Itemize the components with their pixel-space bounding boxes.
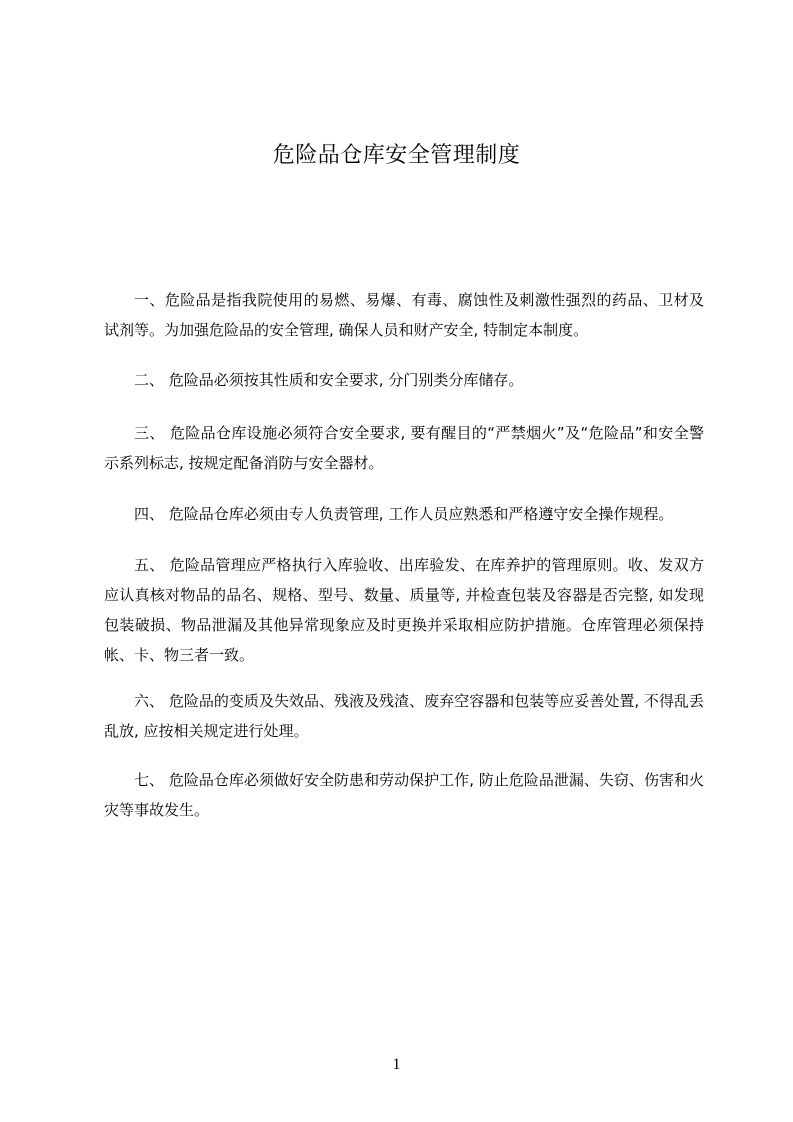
clause-number: 一、 bbox=[134, 291, 165, 309]
page-number: 1 bbox=[392, 1056, 401, 1073]
clause-5 bbox=[104, 550, 704, 670]
clause-number: 六、 bbox=[134, 692, 165, 710]
clause-6 bbox=[104, 686, 704, 746]
clause-7 bbox=[104, 765, 704, 825]
clause-number: 四、 bbox=[134, 505, 165, 523]
clause-1 bbox=[104, 285, 704, 345]
clause-number: 二、 bbox=[134, 371, 165, 389]
clause-text: 危险品仓库设施必须符合安全要求, 要有醒目的“严禁烟火”及“危险品”和安全警示系列标志, 按规定配备消防与安全器材。 bbox=[104, 424, 704, 472]
clause-4 bbox=[104, 499, 704, 529]
clause-number: 三、 bbox=[134, 424, 165, 442]
clause-text: 危险品必须按其性质和安全要求, 分门别类分库储存。 bbox=[164, 371, 524, 389]
clause-number: 五、 bbox=[134, 556, 165, 574]
clause-text: 危险品管理应严格执行入库验收、出库验发、在库养护的管理原则。收、发双方应认真核对物品的品名、规格、型号、数量、质量等, 并检查包装及容器是否完整, 如发现包装破损、物品泄漏及其他异常现象应及时更换并采取相应防护措施。仓库管理必须保持帐、卡、物三者一致。 bbox=[104, 556, 704, 664]
clause-number: 七、 bbox=[134, 771, 165, 789]
clause-2 bbox=[104, 365, 704, 395]
clause-text: 危险品仓库必须做好安全防患和劳动保护工作, 防止危险品泄漏、失窃、伤害和火灾等事故发生。 bbox=[104, 771, 704, 819]
clause-text: 危险品仓库必须由专人负责管理, 工作人员应熟悉和严格遵守安全操作规程。 bbox=[164, 505, 674, 523]
clause-text: 危险品的变质及失效品、残液及残渣、废弃空容器和包装等应妥善处置, 不得乱丢乱放, 应按相关规定进行处理。 bbox=[104, 692, 704, 740]
clause-text: 危险品是指我院使用的易燃、易爆、有毒、腐蚀性及刺激性强烈的药品、卫材及试剂等。为加强危险品的安全管理, 确保人员和财产安全, 特制定本制度。 bbox=[104, 291, 704, 339]
document-title: 危险品仓库安全管理制度 bbox=[272, 143, 521, 168]
clause-3 bbox=[104, 418, 704, 478]
